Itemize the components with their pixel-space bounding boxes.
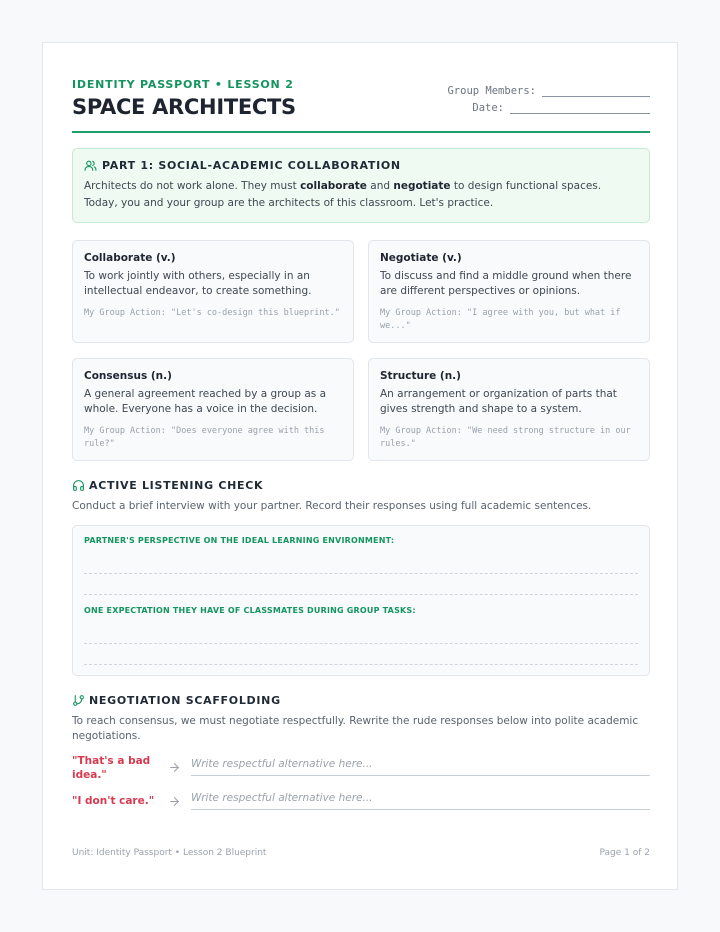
- term-definition: To work jointly with others, especially in an intellectual endeavor, to create something.: [84, 270, 312, 297]
- term-card-negotiate: [368, 240, 650, 343]
- term-title: Negotiate (v.): [380, 252, 462, 264]
- term-title: Structure (n.): [380, 370, 461, 382]
- term-group-action: My Group Action: "Let's co-design this blueprint.": [84, 308, 340, 318]
- keyword-negotiate: negotiate: [393, 180, 451, 192]
- question-label: PARTNER'S PERSPECTIVE ON THE IDEAL LEARNING ENVIRONMENT:: [84, 536, 395, 545]
- term-card-structure: [368, 358, 650, 461]
- term-definition: An arrangement or organization of parts that gives strength and shape to a system.: [380, 388, 617, 415]
- negotiation-heading: [72, 694, 281, 707]
- date-label: Date:: [472, 102, 504, 114]
- negotiation-heading-text: NEGOTIATION SCAFFOLDING: [89, 694, 281, 707]
- listening-response-box: [72, 525, 650, 676]
- part1-heading-text: PART 1: SOCIAL-ACADEMIC COLLABORATION: [102, 159, 401, 172]
- respectful-alternative-field[interactable]: Write respectful alternative here...: [191, 756, 650, 776]
- term-card-consensus: [72, 358, 354, 461]
- negotiation-instructions: To reach consensus, we must negotiate respectfully. Rewrite the rude responses below into polite academic negotiations.: [72, 715, 639, 742]
- response-line[interactable]: [84, 664, 638, 665]
- response-line[interactable]: [84, 594, 638, 595]
- listening-heading: [72, 479, 263, 492]
- arrow-right-icon: [168, 761, 181, 774]
- lesson-kicker: IDENTITY PASSPORT • LESSON 2: [72, 78, 294, 91]
- page-footer: [72, 848, 650, 858]
- listening-heading-text: ACTIVE LISTENING CHECK: [89, 479, 264, 492]
- term-card-collaborate: [72, 240, 354, 343]
- part1-heading: [84, 159, 638, 172]
- part1-panel: [72, 148, 650, 223]
- arrow-right-icon: [168, 795, 181, 808]
- term-group-action: My Group Action: "We need strong structure in our rules.": [380, 426, 631, 449]
- users-icon: [84, 159, 97, 172]
- header-meta: [447, 80, 650, 114]
- keyword-collaborate: collaborate: [300, 180, 367, 192]
- term-definition: A general agreement reached by a group as a whole. Everyone has a voice in the decision.: [84, 388, 327, 415]
- footer-page-number: Page 1 of 2: [599, 848, 650, 858]
- term-definition: To discuss and find a middle ground when there are different perspectives or opinions.: [380, 270, 632, 297]
- rude-response: "That's a bad idea.": [72, 755, 151, 781]
- respectful-alternative-field[interactable]: Write respectful alternative here...: [191, 790, 650, 810]
- worksheet-page: [42, 42, 678, 890]
- question-label: ONE EXPECTATION THEY HAVE OF CLASSMATES DURING GROUP TASKS:: [84, 606, 416, 615]
- date-field[interactable]: [510, 102, 650, 114]
- header-divider: [72, 131, 650, 133]
- listening-instructions: Conduct a brief interview with your partner. Record their responses using full academic sentences.: [72, 500, 592, 512]
- term-group-action: My Group Action: "Does everyone agree with this rule?": [84, 426, 325, 449]
- page-title: SPACE ARCHITECTS: [72, 95, 296, 119]
- group-members-field[interactable]: [542, 85, 650, 97]
- part1-body: Architects do not work alone. They must collaborate and negotiate to design functional spaces. Today, you and your group are the architects of this classroom. Let's practice.: [84, 180, 602, 209]
- rude-response: "I don't care.": [72, 795, 155, 807]
- headphones-icon: [72, 479, 85, 492]
- response-line[interactable]: [84, 573, 638, 574]
- git-branch-icon: [72, 694, 85, 707]
- term-title: Consensus (n.): [84, 370, 172, 382]
- footer-unit: Unit: Identity Passport • Lesson 2 Blueprint: [72, 848, 267, 858]
- group-members-label: Group Members:: [447, 85, 536, 97]
- term-group-action: My Group Action: "I agree with you, but what if we...": [380, 308, 621, 331]
- term-title: Collaborate (v.): [84, 252, 176, 264]
- response-line[interactable]: [84, 643, 638, 644]
